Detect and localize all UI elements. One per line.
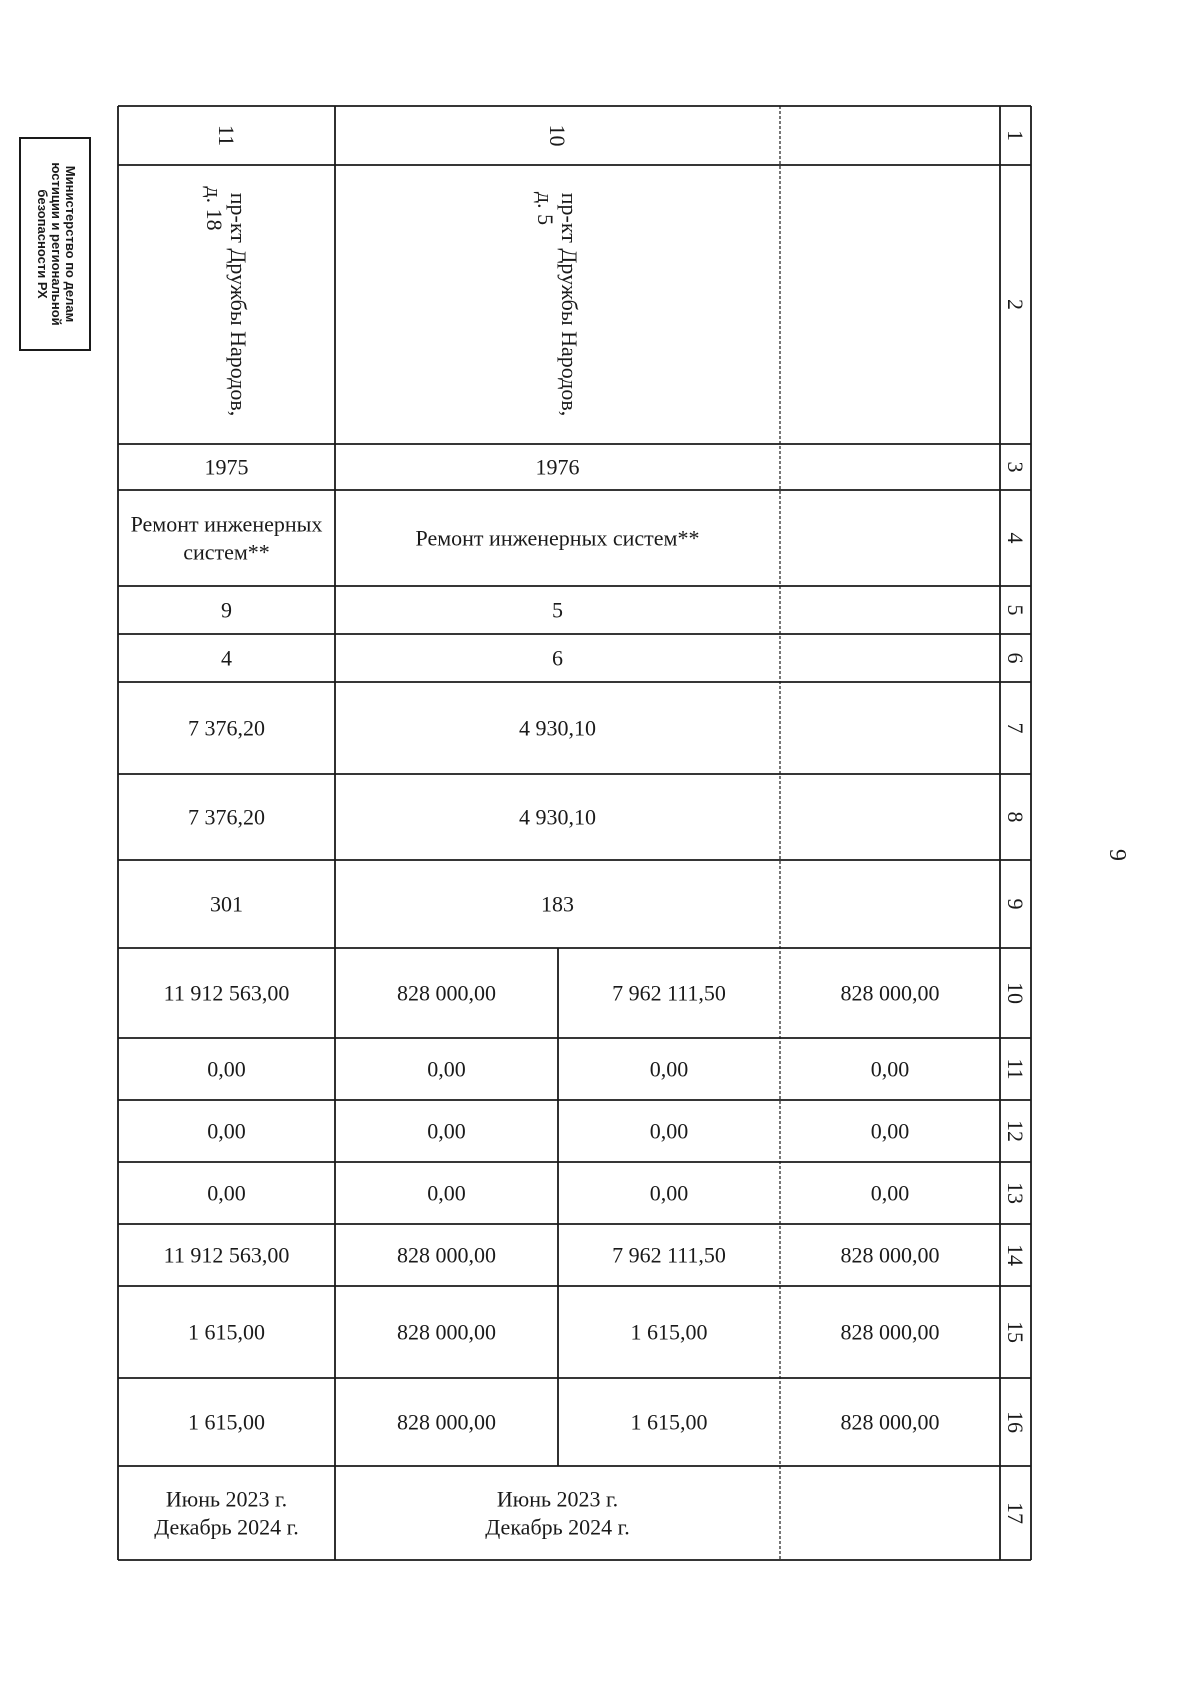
row-number: 11 — [214, 124, 239, 147]
cost-value: 1 615,00 — [630, 1319, 708, 1345]
column-number-label: 16 — [1003, 1411, 1028, 1433]
column-number-label: 7 — [1003, 722, 1028, 734]
area-living-value: 7 376,20 — [188, 804, 265, 830]
area-total-value: 4 930,10 — [519, 715, 596, 741]
floors-value: 9 — [221, 597, 232, 623]
limit-value: 828 000,00 — [397, 980, 496, 1006]
column-number-label: 3 — [1003, 461, 1028, 473]
cost-value: 0,00 — [649, 1118, 689, 1144]
cost-value: 1 615,00 — [188, 1409, 265, 1435]
limit-value: 0,00 — [427, 1056, 466, 1082]
column-number-label: 2 — [1003, 299, 1028, 310]
work-type: систем** — [183, 539, 270, 565]
limit-value: 828 000,00 — [397, 1319, 496, 1345]
ministry-stamp — [20, 138, 90, 350]
stamp-line-2: юстиции и региональной — [49, 162, 64, 326]
limit-value: 0,00 — [870, 1180, 910, 1206]
cost-value: 11 912 563,00 — [163, 1242, 290, 1268]
data-table-text — [131, 125, 1028, 1540]
cost-value: 0,00 — [649, 1180, 689, 1206]
row-number: 10 — [545, 124, 570, 147]
cost-value: 0,00 — [207, 1118, 246, 1144]
address-text: пр-кт Дружбы Народов, — [557, 192, 582, 417]
work-type: Ремонт инженерных — [130, 511, 323, 537]
entrances-value: 6 — [552, 645, 563, 671]
column-number-label: 10 — [1003, 982, 1028, 1004]
limit-value: 828 000,00 — [397, 1242, 496, 1268]
column-number-label: 9 — [1003, 898, 1028, 910]
column-number-label: 13 — [1003, 1182, 1028, 1204]
cost-value: 0,00 — [207, 1056, 246, 1082]
column-number-label: 14 — [1003, 1244, 1028, 1266]
cost-value: 1 615,00 — [188, 1319, 265, 1345]
address-house-number: д. 5 — [533, 191, 558, 226]
floors-value: 5 — [552, 597, 563, 623]
limit-value: 0,00 — [870, 1118, 910, 1144]
residents-value: 301 — [210, 891, 243, 917]
column-number-label: 12 — [1003, 1120, 1028, 1142]
column-number-label: 17 — [1003, 1502, 1028, 1524]
cost-value: 11 912 563,00 — [163, 980, 290, 1006]
limit-value: 0,00 — [427, 1180, 466, 1206]
cost-value: 0,00 — [207, 1180, 246, 1206]
build-year: 1975 — [204, 454, 249, 480]
column-number-label: 4 — [1003, 532, 1028, 544]
cost-value: 1 615,00 — [630, 1409, 708, 1435]
limit-value: 828 000,00 — [840, 980, 940, 1006]
page-number: 9 — [1104, 849, 1130, 861]
period-start: Июнь 2023 г. — [496, 1486, 619, 1512]
column-number-label: 11 — [1003, 1058, 1028, 1080]
build-year: 1976 — [535, 454, 580, 480]
limit-value: 0,00 — [427, 1118, 466, 1144]
address-text: пр-кт Дружбы Народов, — [226, 192, 251, 417]
cost-value: 7 962 111,50 — [612, 1242, 726, 1268]
column-number-label: 15 — [1003, 1321, 1028, 1343]
stamp-line-1: Министерство по делам — [63, 165, 78, 323]
residents-value: 183 — [541, 891, 574, 917]
column-number-label: 8 — [1003, 811, 1028, 823]
period-start: Июнь 2023 г. — [165, 1486, 288, 1512]
limit-value: 0,00 — [870, 1056, 910, 1082]
cost-value: 7 962 111,50 — [612, 980, 726, 1006]
entrances-value: 4 — [221, 645, 232, 671]
limit-value: 828 000,00 — [840, 1409, 940, 1435]
limit-value: 828 000,00 — [840, 1319, 940, 1345]
area-total-value: 7 376,20 — [188, 715, 265, 741]
limit-value: 828 000,00 — [840, 1242, 940, 1268]
column-number-label: 1 — [1003, 130, 1028, 141]
column-number-label: 5 — [1003, 604, 1028, 616]
work-type: Ремонт инженерных систем** — [415, 525, 700, 551]
limit-value: 828 000,00 — [397, 1409, 496, 1435]
area-living-value: 4 930,10 — [519, 804, 596, 830]
column-number-label: 6 — [1003, 652, 1028, 664]
period-end: Декабрь 2024 г. — [485, 1514, 630, 1540]
cost-value: 0,00 — [649, 1056, 689, 1082]
address-house-number: д. 18 — [202, 186, 227, 231]
period-end: Декабрь 2024 г. — [154, 1514, 299, 1540]
stamp-line-3: безопасности РХ — [35, 189, 50, 299]
